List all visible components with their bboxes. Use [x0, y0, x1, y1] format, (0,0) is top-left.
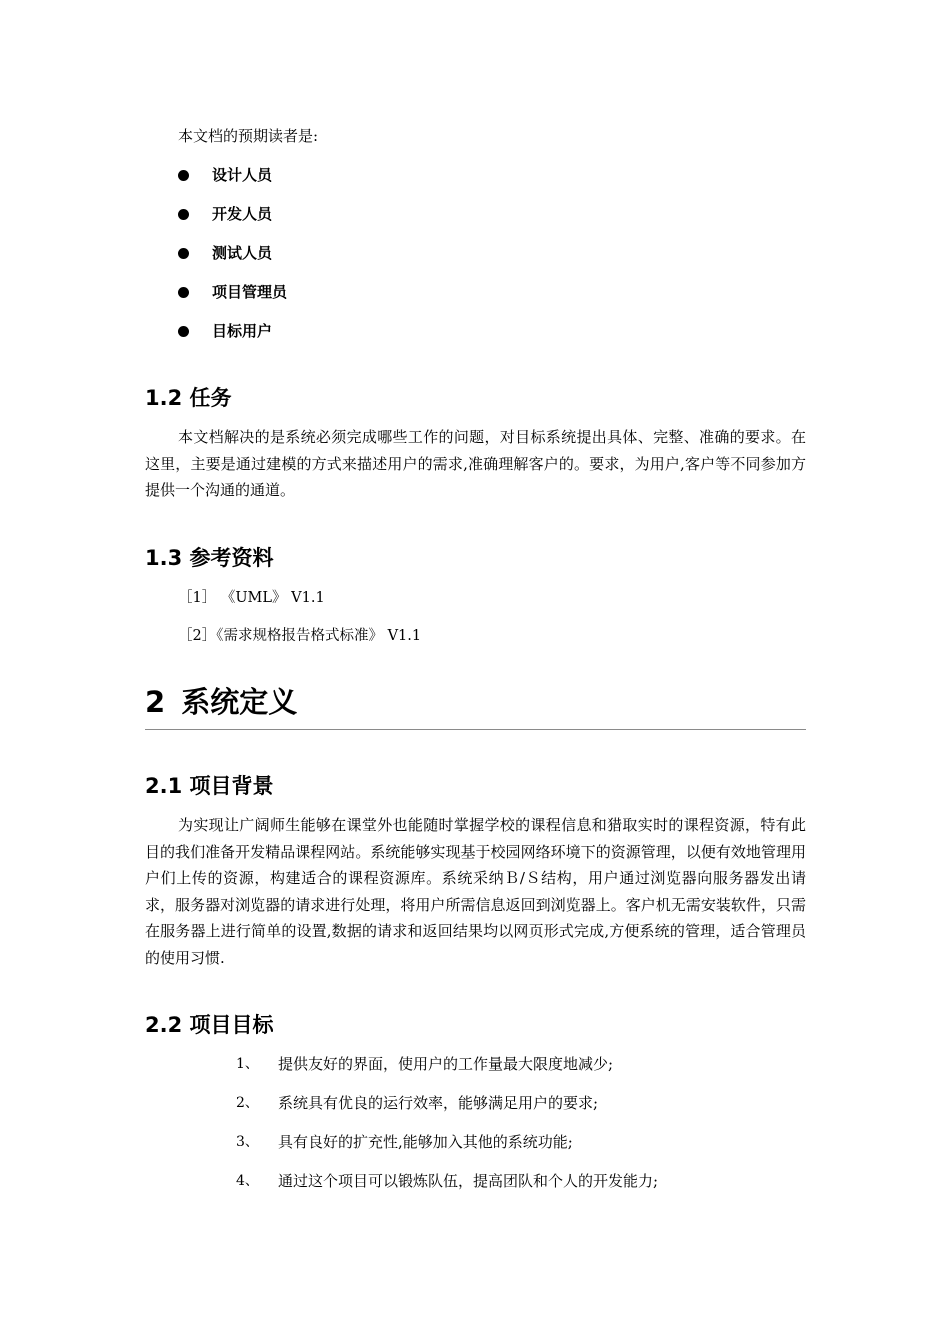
goal-text: 系统具有优良的运行效率，能够满足用户的要求; — [278, 1094, 599, 1112]
goal-text: 具有良好的扩充性,能够加入其他的系统功能; — [278, 1133, 573, 1151]
list-item — [178, 242, 287, 281]
reader-label: 项目管理员 — [212, 283, 288, 301]
reader-label: 测试人员 — [212, 244, 273, 262]
section-heading-references: 1.3 参考资料 — [145, 546, 274, 570]
reference-item: ［1］ 《UML》 V1.1 — [178, 590, 325, 606]
bullet-icon — [178, 170, 189, 181]
reader-label: 设计人员 — [212, 166, 273, 184]
chapter-heading-system-definition: 2 系统定义 — [145, 685, 298, 719]
list-item — [236, 1131, 658, 1170]
section-heading-goals: 2.2 项目目标 — [145, 1013, 274, 1037]
goal-number: 2、 — [236, 1095, 259, 1111]
goal-number: 4、 — [236, 1173, 259, 1189]
intended-readers-intro: 本文档的预期读者是: — [178, 127, 319, 145]
goal-text: 通过这个项目可以锻炼队伍，提高团队和个人的开发能力; — [278, 1172, 659, 1190]
list-item — [178, 281, 287, 320]
references-list — [178, 587, 421, 663]
section-heading-background: 2.1 项目背景 — [145, 774, 274, 798]
reader-label: 目标用户 — [212, 322, 273, 340]
background-paragraph: 为实现让广阔师生能够在课堂外也能随时掌握学校的课程信息和猎取实时的课程资源，特有此目的我们准备开发精品课程网站。系统能够实现基于校园网络环境下的资源管理，以便有效地管理用户们上传的资源，构建适合的课程资源库。系统采纳Ｂ/Ｓ结构，用户通过浏览器向服务器发出请求，服务器对浏览器的请求进行处理，将用户所需信息返回到浏览器上。客户机无需安装软件，只需在服务器上进行简单的设置,数据的请求和返回结果均以网页形式完成,方便系统的管理，适合管理员的使用习惯. — [145, 816, 806, 967]
list-item — [236, 1170, 658, 1209]
goal-number: 3、 — [236, 1134, 259, 1150]
bullet-icon — [178, 248, 189, 259]
bullet-icon — [178, 326, 189, 337]
reference-item: ［2］《需求规格报告格式标准》 V1.1 — [178, 628, 422, 644]
intended-readers-list — [178, 164, 287, 359]
goal-number: 1、 — [236, 1056, 259, 1072]
list-item — [236, 1092, 658, 1131]
goals-list — [236, 1053, 658, 1209]
chapter-divider — [145, 729, 806, 730]
task-paragraph: 本文档解决的是系统必须完成哪些工作的问题，对目标系统提出具体、完整、准确的要求。在这里，主要是通过建模的方式来描述用户的需求,准确理解客户的。要求，为用户,客户等不同参加方提供一个沟通的通道。 — [145, 428, 806, 499]
section-heading-task: 1.2 任务 — [145, 386, 232, 410]
list-item — [178, 164, 287, 203]
list-item — [236, 1053, 658, 1092]
reader-label: 开发人员 — [212, 205, 273, 223]
list-item — [178, 203, 287, 242]
bullet-icon — [178, 287, 189, 298]
goal-text: 提供友好的界面，使用户的工作量最大限度地减少; — [278, 1055, 614, 1073]
bullet-icon — [178, 209, 189, 220]
list-item — [178, 320, 287, 359]
